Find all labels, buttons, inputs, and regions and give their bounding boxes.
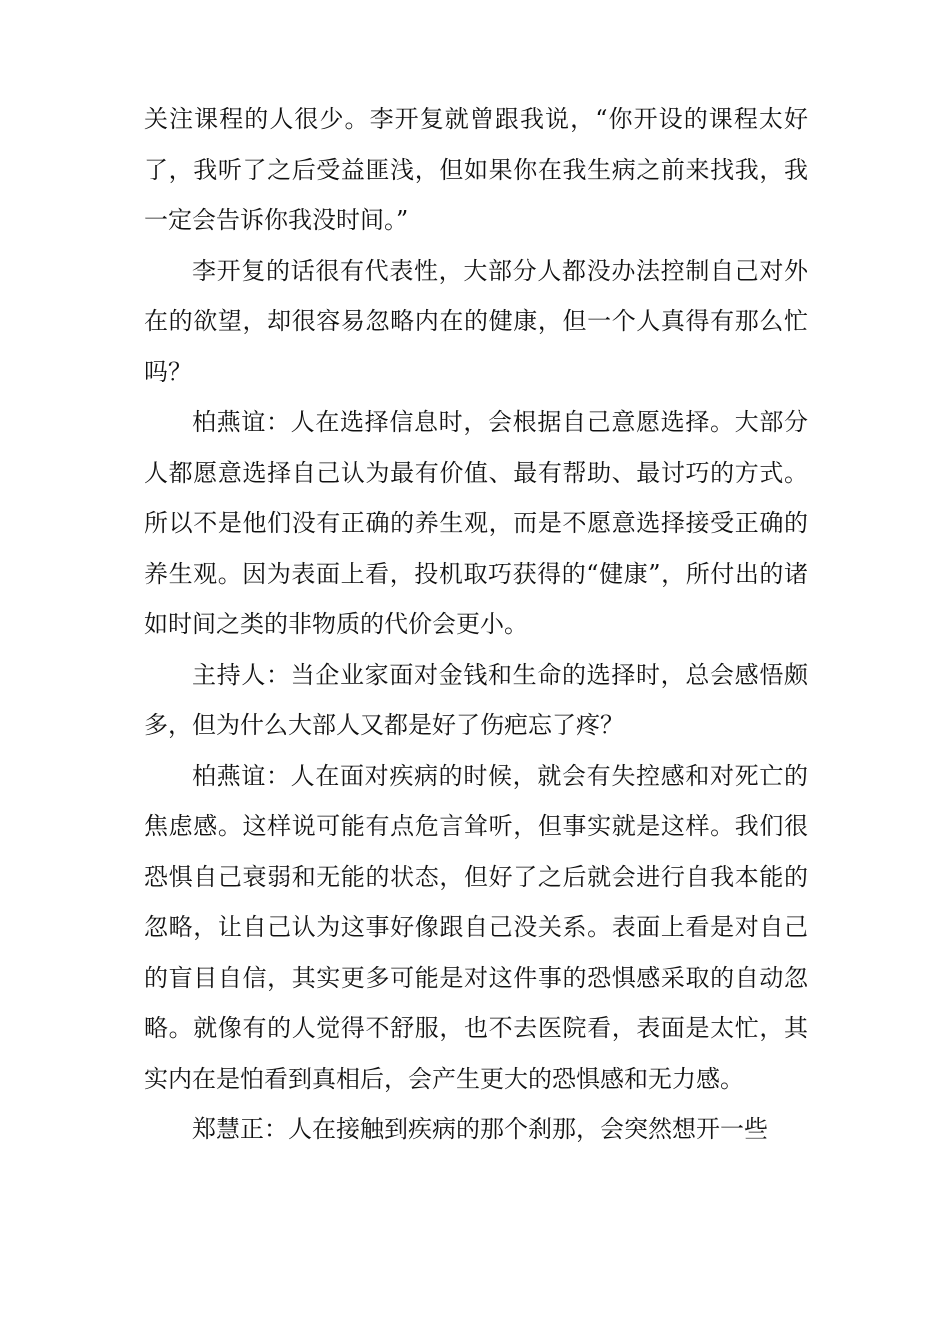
text-line: 们很恐惧自己衰弱和无能的状态，但好了之后就会进行自我 (144, 812, 809, 891)
paragraph (144, 1104, 808, 1155)
paragraph (144, 246, 808, 398)
text-line: 本能的忽略，让自己认为这事好像跟自己没关系。表面上看 (144, 862, 809, 941)
text-line: 所付出的诸如时间之类的非物质的代价会更小。 (144, 559, 808, 638)
text-line: 是对自己的盲目自信，其实更多可能是对这件事的恐惧感采 (144, 913, 809, 992)
text-line: 李开复的话很有代表性，大部分人都没办法控制自己对 (192, 256, 784, 285)
text-line: 关注课程的人很少。李开复就曾跟我说，“你开设的课程太 (144, 105, 784, 133)
text-line: 和无力感。 (624, 1064, 744, 1093)
paragraph (144, 94, 808, 246)
text-line: 主持人：当企业家面对金钱和生命的选择时，总会感悟 (192, 660, 784, 689)
paragraph (144, 751, 808, 1105)
text-line: 外在的欲望，却很容易忽略内在的健康，但一个人真得有那 (144, 256, 808, 335)
text-line: 正确的养生观。因为表面上看，投机取巧获得的“健康”， (144, 509, 809, 588)
paragraph (144, 650, 808, 751)
text-line: 的焦虑感。这样说可能有点危言耸听，但事实就是这样。我 (144, 761, 808, 840)
text-line: 么忙吗？ (144, 307, 809, 386)
text-line: 好了，我听了之后受益匪浅，但如果你在我生病之前来找我， (144, 105, 808, 184)
text-line: 面是太忙，其实内在是怕看到真相后，会产生更大的恐惧感 (144, 1014, 808, 1093)
text-line: 柏燕谊：人在选择信息时，会根据自己意愿选择。大部 (192, 408, 784, 436)
paragraph (144, 397, 808, 650)
text-line: 柏燕谊：人在面对疾病的时候，就会有失控感和对死亡 (192, 761, 784, 790)
document-body (144, 94, 808, 1155)
text-line: 郑慧正：人在接触到疾病的那个刹那，会突然想开一些 (192, 1115, 768, 1143)
text-line: 式。所以不是他们没有正确的养生观，而是不愿意选择接受 (144, 458, 809, 537)
text-line: 取的自动忽略。就像有的人觉得不舒服，也不去医院看，表 (144, 963, 809, 1042)
text-line: 颇多，但为什么大部人又都是好了伤疤忘了疼？ (144, 660, 808, 739)
text-line: 我一定会告诉你我没时间。” (144, 155, 808, 234)
text-line: 分人都愿意选择自己认为最有价值、最有帮助、最讨巧的方 (144, 408, 808, 487)
